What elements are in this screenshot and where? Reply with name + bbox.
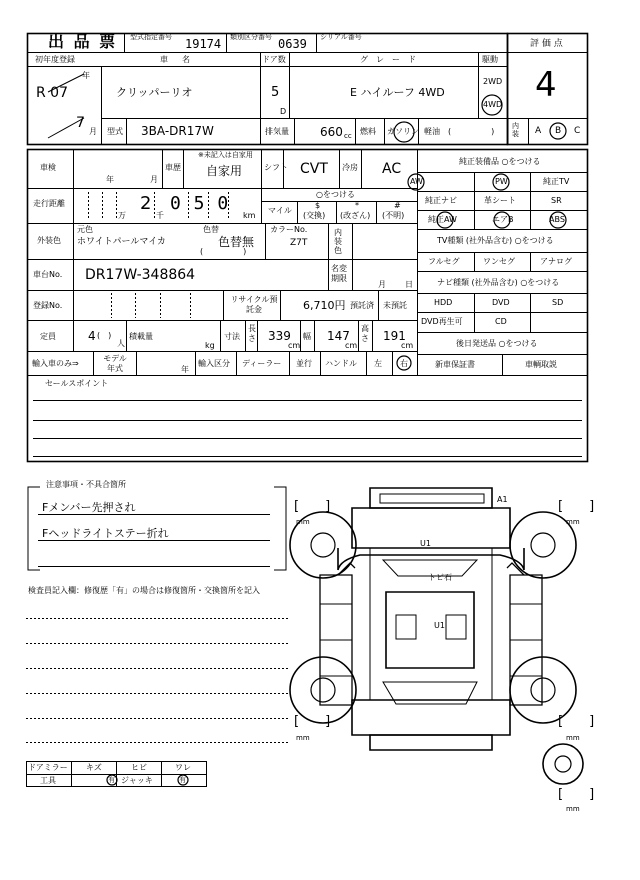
inspection-year-unit: 年 <box>106 175 114 184</box>
damage-stone-chip: トビ石 <box>428 573 452 582</box>
grade-score-value: 4 <box>535 65 557 105</box>
equip-pw: PW <box>495 177 508 186</box>
recycle-amount: 6,710円 <box>303 299 346 312</box>
tire-fl-bracket: [ ] <box>294 499 331 514</box>
tampered-symbol: * <box>355 201 359 210</box>
ac-value: AC <box>382 161 402 177</box>
navi-hdd: HDD <box>434 298 453 307</box>
fuel-gasoline: ガソリン <box>387 127 419 136</box>
displacement-label: 排気量 <box>265 127 289 136</box>
km-unit: km <box>243 211 256 220</box>
legend-tools-yes: 有 <box>108 776 115 784</box>
fuel-label: 燃料 <box>360 127 376 136</box>
legend-jack-yes: 有 <box>179 776 186 784</box>
reg-no-label: 登録No. <box>33 301 63 310</box>
handle-label: ハンドル <box>325 359 357 368</box>
interior-b: B <box>555 126 562 136</box>
model-year-label: モデル年式 <box>103 354 127 373</box>
import-dealer: ディーラー <box>242 359 282 368</box>
first-reg-era-year: R 07 <box>36 85 68 101</box>
legend-mirror: ドアミラー <box>28 763 68 772</box>
mileage-label: 走行距離 <box>33 199 65 208</box>
spare-tire-bracket: [ ] <box>558 787 595 802</box>
recycle-label: リサイクル預託金 <box>230 295 278 314</box>
equip-genuine-aw: 純正AW <box>428 215 457 224</box>
color-label: 外装色 <box>37 236 61 245</box>
tire-rl-mm: mm <box>296 734 310 742</box>
shift-label: シフト <box>264 163 288 172</box>
note-item-1: Fメンバー先押され <box>42 501 136 514</box>
year-unit: 年 <box>82 71 90 80</box>
grade-label: グ レ ー ド <box>360 55 416 64</box>
interior-label: 内装 <box>512 122 519 138</box>
color-change-value: 色替無 <box>218 235 255 249</box>
category-no-value: 0639 <box>278 37 307 51</box>
mileage-note: ○をつける <box>316 190 355 199</box>
inspector-note: 検査員記入欄：修復歴「有」の場合は修復箇所・交換箇所を記入 <box>28 586 260 595</box>
tv-analog: アナログ <box>540 257 572 266</box>
navi-cd: CD <box>495 317 507 326</box>
serial-label: シリアル番号 <box>320 33 362 41</box>
drive-4wd: 4WD <box>483 100 503 109</box>
grade-score-label: 評 価 点 <box>530 39 563 49</box>
handle-right: 右 <box>400 359 408 368</box>
form-title: 出 品 票 <box>48 32 118 51</box>
drive-2wd: 2WD <box>483 77 503 86</box>
tv-oneseg: ワンセグ <box>483 257 515 266</box>
color-no-label: カラーNo. <box>270 225 308 234</box>
first-reg-month: 7 <box>76 115 85 131</box>
inspection-month-unit: 月 <box>150 175 158 184</box>
exchange-label: (交換) <box>303 211 326 220</box>
tire-fr-mm: mm <box>566 518 580 526</box>
model-label: 型式 <box>107 127 123 136</box>
interior-a: A <box>535 126 542 136</box>
chassis-label: 車台No. <box>33 270 63 279</box>
doors-label: ドア数 <box>262 55 286 64</box>
navi-sd: SD <box>552 298 564 307</box>
sales-point-label: セールスポイント <box>45 379 109 388</box>
category-no-label: 類別区分番号 <box>230 33 272 41</box>
car-body-diagram <box>290 488 583 784</box>
damage-u1-roof: U1 <box>434 621 445 630</box>
color-change-label: 色替 <box>203 225 219 234</box>
exchange-symbol: $ <box>315 201 321 210</box>
handle-left: 左 <box>374 359 382 368</box>
chassis-value: DR17W-348864 <box>85 267 196 283</box>
note-item-2: Fヘッドライトステー折れ <box>42 527 169 540</box>
width-label: 幅 <box>303 332 311 341</box>
damage-u1-front: U1 <box>420 539 431 548</box>
cc-unit: cc <box>344 132 352 140</box>
tire-fr-bracket: [ ] <box>558 499 595 514</box>
history-label: 車歴 <box>165 163 181 172</box>
history-note: ※未記入は自家用 <box>198 151 253 159</box>
equip-abs: ABS <box>549 215 565 224</box>
capacity-value: 4 <box>88 329 96 343</box>
legend-crack: ヒビ <box>131 763 147 772</box>
door-type: D <box>280 107 287 116</box>
history-value: 自家用 <box>206 164 243 178</box>
tampered-label: (改ざん) <box>340 211 371 220</box>
orig-color-label: 元色 <box>77 225 93 234</box>
type-no-label: 型式指定番号 <box>130 33 172 41</box>
recycle-deposited: 預託済 <box>350 301 374 310</box>
tire-rr-bracket: [ ] <box>558 714 595 729</box>
navi-header: ナビ種類 (社外品含む) ○をつける <box>437 278 560 287</box>
shift-value: CVT <box>300 161 328 177</box>
mileage-man-value: 2 <box>140 193 152 214</box>
height-value: 191 <box>383 329 406 343</box>
navi-dvd: DVD <box>492 298 510 307</box>
legend-jack: ジャッキ <box>121 776 153 785</box>
month-unit: 月 <box>89 127 97 136</box>
mileage-thousands-value: 0 5 0 <box>170 193 230 214</box>
interior-c: C <box>574 126 581 136</box>
first-reg-label: 初年度登録 <box>35 55 75 64</box>
import-type-label: 輸入区分 <box>198 359 230 368</box>
model-value: 3BA-DR17W <box>141 124 214 138</box>
equip-leather-seat: 革シート <box>484 196 516 205</box>
name-change-label: 名変期限 <box>331 264 347 283</box>
name-change-day: 日 <box>405 280 413 289</box>
height-cm: cm <box>401 341 414 350</box>
length-label: 長さ <box>248 324 256 343</box>
tire-fl-mm: mm <box>296 518 310 526</box>
legend-break: ワレ <box>175 763 191 772</box>
capacity-unit: 人 <box>117 339 125 348</box>
genuine-header: 純正装備品 ○をつける <box>459 157 541 166</box>
spare-tire-mm: mm <box>566 805 580 813</box>
car-name-value: クリッパーリオ <box>116 86 193 99</box>
equip-genuine-tv: 純正TV <box>543 177 570 186</box>
dims-label: 寸法 <box>224 332 240 341</box>
length-value: 339 <box>268 329 291 343</box>
fuel-other: ( ) <box>448 127 495 136</box>
equip-genuine-navi: 純正ナビ <box>425 196 457 205</box>
fuel-diesel: 軽油 <box>424 127 440 136</box>
length-cm: cm <box>288 341 301 350</box>
legend-scratch: キズ <box>86 763 102 772</box>
equip-aw: AW <box>410 177 423 186</box>
tv-header: TV種類 (社外品含む) ○をつける <box>437 236 554 245</box>
type-no-value: 19174 <box>185 37 222 51</box>
later-manual: 車輌取説 <box>525 360 557 369</box>
unknown-symbol: # <box>394 201 401 210</box>
equip-sr: SR <box>551 196 562 205</box>
orig-color-value: ホワイトパールマイカ <box>77 237 166 247</box>
capacity-paren: ( ) <box>97 331 112 340</box>
color-change-paren: ( ) <box>200 247 247 256</box>
navi-dvd-play: DVD再生可 <box>421 317 463 326</box>
displacement-value: 660 <box>320 125 343 139</box>
damage-a1: A1 <box>497 495 508 504</box>
capacity-label: 定員 <box>40 332 56 341</box>
tire-rr-mm: mm <box>566 734 580 742</box>
mileage-man-unit: 万 <box>118 211 126 220</box>
mileage-sen-unit: 千 <box>156 211 164 220</box>
doors-value: 5 <box>271 85 280 100</box>
tire-rl-bracket: [ ] <box>294 714 331 729</box>
height-label: 高さ <box>361 324 369 343</box>
import-parallel: 並行 <box>296 359 312 368</box>
unknown-label: (不明) <box>382 211 405 220</box>
later-header: 後日発送品 ○をつける <box>456 339 538 348</box>
inspection-label: 車検 <box>40 163 56 172</box>
notes-header: 注意事項・不具合箇所 <box>46 480 126 489</box>
equip-airbag: エアB <box>492 215 514 224</box>
interior-color-label: 内装色 <box>334 228 342 255</box>
tv-fullseg: フルセグ <box>428 257 460 266</box>
load-label: 積載量 <box>129 332 153 341</box>
legend-tools: 工具 <box>40 776 56 785</box>
grade-value: E ハイルーフ 4WD <box>350 86 445 99</box>
ac-label: 冷房 <box>342 163 358 172</box>
mile-label: マイル <box>268 206 292 215</box>
import-label: 輸入車のみ⇒ <box>32 359 79 368</box>
later-warranty: 新車保証書 <box>435 360 475 369</box>
color-no-value: Z7T <box>290 238 308 248</box>
drive-label: 駆動 <box>482 55 498 64</box>
car-name-label: 車 名 <box>160 55 193 64</box>
width-value: 147 <box>327 329 350 343</box>
load-kg-unit: kg <box>205 341 215 350</box>
name-change-month: 月 <box>378 280 386 289</box>
width-cm: cm <box>345 341 358 350</box>
recycle-not-deposited: 未預託 <box>383 301 407 310</box>
model-year-unit: 年 <box>181 365 189 374</box>
